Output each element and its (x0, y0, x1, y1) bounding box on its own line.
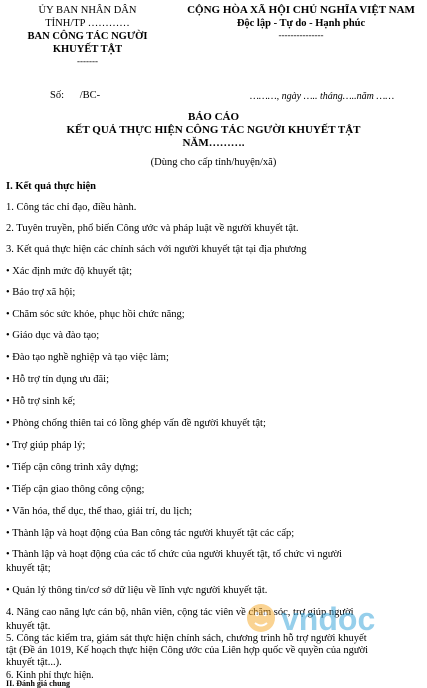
bullet-item: • Giáo dục và đào tạo; (6, 330, 100, 341)
issuing-agency-block (0, 4, 175, 66)
motto-divider: --------------- (278, 30, 324, 40)
paragraph-4-line-1: 4. Nâng cao năng lực cán bộ, nhân viên, cộng tác viên về chăm sóc, trợ giúp người (6, 607, 354, 618)
bullet-item: • Tiếp cận giao thông công cộng; (6, 484, 145, 495)
report-title: BÁO CÁO (187, 111, 240, 123)
paragraph-3: 3. Kết quả thực hiện các chính sách với người khuyết tật tại địa phương (6, 244, 307, 255)
paragraph-2: 2. Tuyên truyền, phổ biến Công ước và pháp luật về người khuyết tật. (6, 223, 299, 234)
report-scope: (Dùng cho cấp tỉnh/huyện/xã) (150, 157, 277, 168)
bullet-item: • Hỗ trợ tín dụng ưu đãi; (6, 374, 109, 385)
bullet-item-line-1: • Thành lập và hoạt động của các tổ chức của người khuyết tật, tổ chức vì người (6, 549, 342, 560)
bullet-item: • Đào tạo nghề nghiệp và tạo việc làm; (6, 352, 169, 363)
bullet-item: • Bảo trợ xã hội; (6, 287, 76, 298)
bullet-item: • Trợ giúp pháp lý; (6, 440, 86, 451)
bullet-item: • Chăm sóc sức khỏe, phục hồi chức năng; (6, 309, 185, 320)
national-motto: Độc lập - Tự do - Hạnh phúc (236, 18, 366, 29)
agency-line-2: TỈNH/TP ………… (45, 18, 130, 29)
section-2-heading: II. Đánh giá chung (6, 679, 71, 688)
paragraph-4-line-2: khuyết tật. (6, 621, 51, 632)
bullet-item: • Tiếp cận công trình xây dựng; (6, 462, 139, 473)
paragraph-5-line-2: tật (Đề án 1019, Kế hoạch thực hiện Công ước của Liên hợp quốc về quyền của người (6, 645, 369, 656)
paragraph-5-line-3: khuyết tật...). (6, 657, 62, 668)
bullet-item: • Phòng chống thiên tai có lồng ghép vấn đề người khuyết tật; (6, 418, 266, 429)
paragraph-5-line-1: 5. Công tác kiểm tra, giám sát thực hiện chính sách, chương trình hỗ trợ người khuyết (6, 633, 367, 644)
bullet-item: • Hỗ trợ sinh kế; (6, 396, 76, 407)
agency-line-1: ỦY BAN NHÂN DÂN (38, 5, 137, 16)
watermark-text: vndoc (281, 601, 376, 637)
report-year: NĂM………. (182, 137, 245, 149)
bullet-item: • Văn hóa, thể dục, thể thao, giải trí, du lịch; (6, 506, 193, 517)
bullet-item-line-2: khuyết tật; (6, 563, 51, 574)
agency-line-3: BAN CÔNG TÁC NGƯỜI (27, 31, 148, 42)
agency-divider: ------- (77, 56, 98, 66)
report-subject: KẾT QUẢ THỰC HIỆN CÔNG TÁC NGƯỜI KHUYẾT TẬT (66, 124, 361, 136)
bullet-item: • Thành lập và hoạt động của Ban công tác người khuyết tật các cấp; (6, 528, 295, 539)
national-motto-block (175, 4, 427, 40)
country-name: CỘNG HÒA XÃ HỘI CHỦ NGHĨA VIỆT NAM (187, 4, 415, 16)
bullet-item: • Quản lý thông tin/cơ sở dữ liệu về lĩnh vực người khuyết tật. (6, 585, 268, 596)
paragraph-1: 1. Công tác chỉ đạo, điều hành. (6, 202, 137, 213)
bullet-item: • Xác định mức độ khuyết tật; (6, 266, 133, 277)
paragraph-6: 6. Kinh phí thực hiện. (6, 670, 94, 681)
section-1-heading: I. Kết quả thực hiện (6, 181, 97, 192)
agency-line-4: KHUYẾT TẬT (52, 44, 123, 55)
document-number: Số: /BC- (50, 90, 101, 101)
document-date: ………, ngày ….. tháng…..năm …… (250, 91, 395, 102)
